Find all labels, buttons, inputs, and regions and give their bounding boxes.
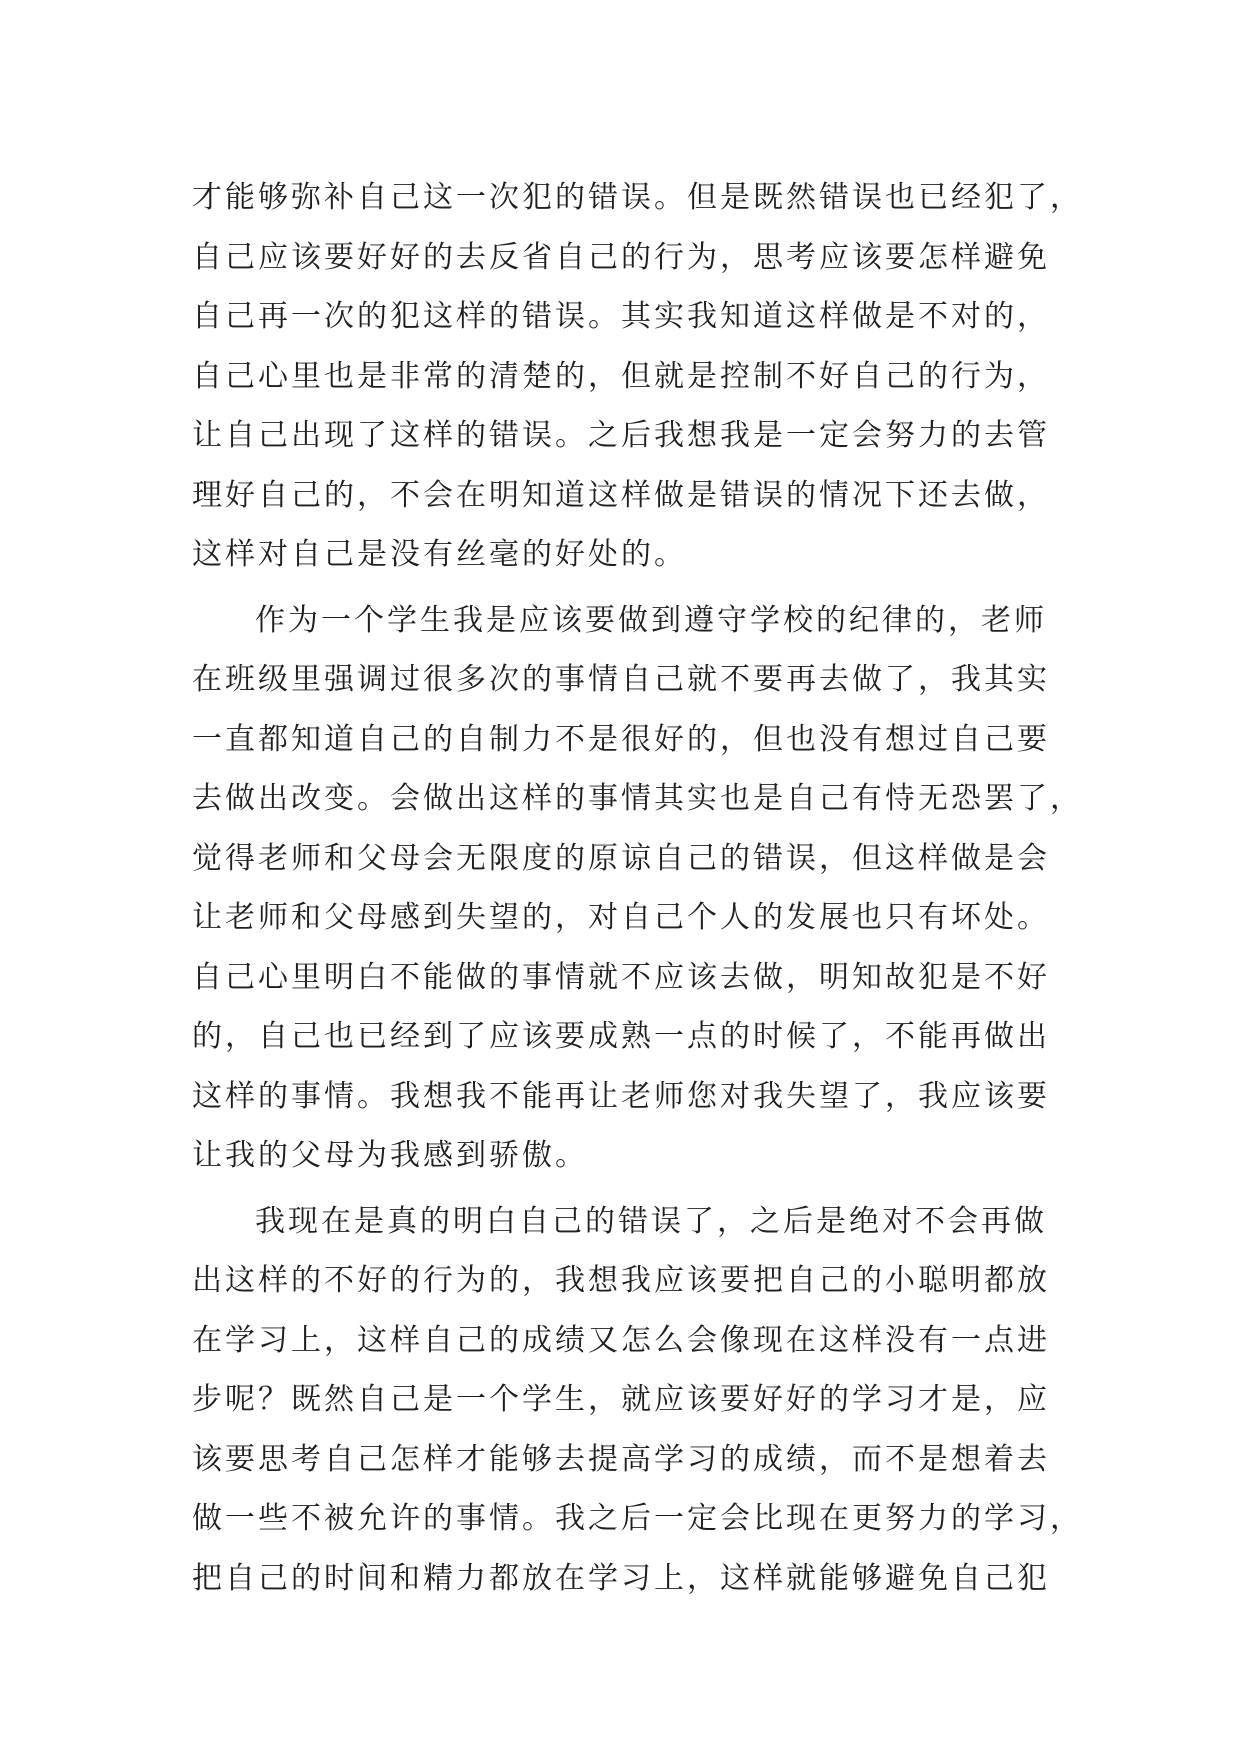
text-line: 让老师和父母感到失望的，对自己个人的发展也只有坏处。 (192, 900, 1050, 935)
text-line: 在班级里强调过很多次的事情自己就不要再去做了，我其实 (192, 662, 1050, 697)
text-line: 觉得老师和父母会无限度的原谅自己的错误，但这样做是会 (192, 840, 1050, 876)
text-line: 去做出改变。会做出这样的事情其实也是自己有恃无恐罢了， (192, 781, 1083, 816)
paragraph-first-line: 我现在是真的明白自己的错误了，之后是绝对不会再做 (255, 1203, 1047, 1239)
text-line: 这样的事情。我想我不能再让老师您对我失望了，我应该要 (192, 1078, 1050, 1114)
text-line: 步呢？既然自己是一个学生，就应该要好好的学习才是，应 (192, 1382, 1050, 1417)
text-line: 一直都知道自己的自制力不是很好的，但也没有想过自己要 (192, 721, 1050, 757)
text-line: 该要思考自己怎样才能够去提高学习的成绩，而不是想着去 (192, 1441, 1050, 1477)
text-line: 出这样的不好的行为的，我想我应该要把自己的小聪明都放 (192, 1263, 1050, 1298)
text-line: 让自己出现了这样的错误。之后我想我是一定会努力的去管 (192, 418, 1050, 453)
text-line: 自己应该要好好的去反省自己的行为，思考应该要怎样避免 (192, 239, 1050, 275)
text-line: 把自己的时间和精力都放在学习上，这样就能够避免自己犯 (192, 1560, 1050, 1596)
text-line: 自己再一次的犯这样的错误。其实我知道这样做是不对的， (192, 299, 1050, 334)
text-line: 让我的父母为我感到骄傲。 (192, 1138, 588, 1173)
text-line: 理好自己的，不会在明知道这样做是错误的情况下还去做， (192, 477, 1050, 513)
text-line: 在学习上，这样自己的成绩又怎么会像现在这样没有一点进 (192, 1322, 1050, 1358)
text-line: 这样对自己是没有丝毫的好处的。 (192, 537, 687, 572)
text-line: 自己心里也是非常的清楚的，但就是控制不好自己的行为， (192, 358, 1050, 394)
text-line: 才能够弥补自己这一次犯的错误。但是既然错误也已经犯了， (192, 180, 1083, 215)
document-body (192, 168, 1092, 1608)
text-line: 自己心里明白不能做的事情就不应该去做，明知故犯是不好 (192, 959, 1050, 995)
paragraph-first-line: 作为一个学生我是应该要做到遵守学校的纪律的，老师 (255, 602, 1047, 638)
text-line: 的，自己也已经到了应该要成熟一点的时候了，不能再做出 (192, 1019, 1050, 1054)
text-line: 做一些不被允许的事情。我之后一定会比现在更努力的学习， (192, 1501, 1083, 1536)
